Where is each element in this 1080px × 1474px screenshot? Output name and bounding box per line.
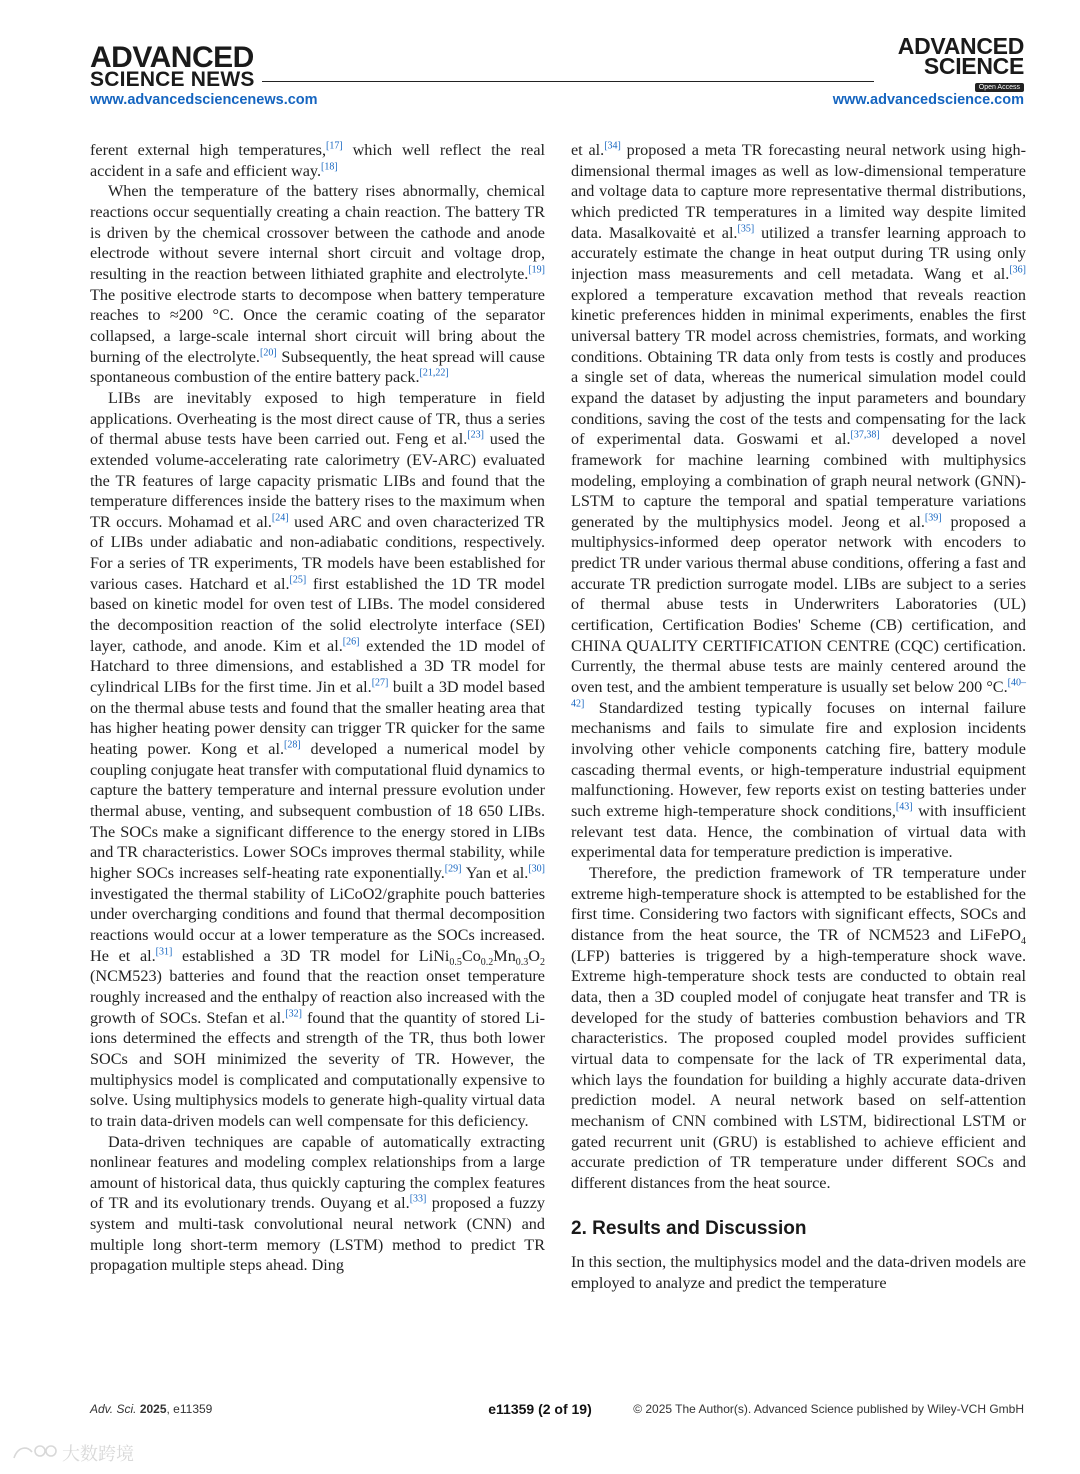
page-number: e11359 (2 of 19): [488, 1401, 592, 1417]
watermark-logo-icon: [14, 1446, 56, 1458]
footer-year: 2025: [139, 1402, 167, 1416]
logo-left-line2: SCIENCE NEWS: [90, 68, 255, 91]
right-column: [571, 140, 1026, 1294]
logo-left-line1: ADVANCED: [90, 41, 254, 74]
right-paragraph: Therefore, the prediction framework of TR temperature under extreme high-temperature shock is attempted to be established for the first time. Considering two factors with significant effects, SOCs and distance from the heat source, the TR of NCM523 and LiFePO$_4$ (LFP) batteries is triggered by a high-temperature shock wave. Extreme high-temperature shock tests are conducted to obtain real data, then a 3D coupled model of conjugate heat transfer and TR is developed for the study of batteries combustion behaviors and TR characteristics. The proposed coupled model provides sufficient virtual data to compensate for the lack of TR experimental data, which lays the foundation for building a highly accurate data-driven prediction model. A neural network based on self-attention mechanism of CNN combined with LSTM, bidirectional LSTM or gated recurrent unit (GRU) is established to achieve efficient and accurate prediction of TR temperature under different SOCs and different distances from the heat source.: [571, 863, 1026, 1192]
left-paragraph: LIBs are inevitably exposed to high temperature in field applications. Overheating is the most direct cause of TR, thus a series of thermal abuse tests have been carried out. Feng et al.[23] used the extended volume-accelerating rate calorimetry (EV-ARC) evaluated the TR features of large capacity prismatic LIBs and found that the temperature differences inside the battery rises to the maximum when TR occurs. Mohamad et al.[24] used ARC and oven characterized TR of LIBs under adiabatic and non-adiabatic conditions, respectively. For a series of TR experiments, TR models have been established for various cases. Hatchard et al.[25] first established the 1D TR model based on kinetic model for oven test of LIBs. The model considered the decomposition reaction of the solid electrolyte interface (SEI) layer, cathode, and anode. Kim et al.[26] extended the 1D model of Hatchard to three dimensions, and established a 3D TR model for cylindrical LIBs for the first time. Jin et al.[27] built a 3D model based on the thermal abuse tests and found that the smaller heating area that has higher heating power density can trigger TR quicker for the same heating power. Kong et al.[28] developed a numerical model by coupling conjugate heat transfer with computational fluid dynamics to capture the battery temperature and internal pressure evolution under thermal abuse, venting, and subsequent combustion of 18 650 LIBs. The SOCs make a significant difference to the energy stored in LIBs and TR characteristics. Lower SOCs improves thermal stability, while higher SOCs increases self-heating rate exponentially.[29] Yan et al.[30] investigated the thermal stability of LiCoO2/graphite pouch batteries under overcharging conditions and found that thermal decomposition reactions would occur at a lower temperature as the SOCs increased. He et al.[31] established a 3D TR model for $LiNi_{0.5}Co_{0.2}Mn_{0.3}O_2$ (NCM523) batteries and found that the reaction onset temperature roughly increased and the enthalpy of reaction also increased with the growth of SOCs. Stefan et al.[32] found that the quantity of stored Li-ions determined the effects and strength of the TR, thus both lower SOCs and SOH minimized the severity of TR. However, the multiphysics model is complicated and computationally expensive to solve. Using multiphysics models to generate high-quality virtual data to train data-driven models can well compensate for this deficiency.: [90, 388, 546, 1130]
left-paragraph: ferent external high temperatures,[17] which well reflect the real accident in a safe and efficient way.[18]: [90, 140, 546, 180]
left-column: [90, 140, 545, 1276]
copyright-notice: © 2025 The Author(s). Advanced Science published by Wiley-VCH GmbH: [633, 1402, 1024, 1416]
watermark: [10, 1440, 150, 1466]
journal-abbrev: Adv. Sci.: [90, 1402, 137, 1416]
journal-url-link[interactable]: www.advancedscience.com: [832, 92, 1024, 108]
right-paragraph: et al.[34] proposed a meta TR forecasting neural network using high-dimensional thermal images as well as low-dimensional temperature and voltage data to capture more representative thermal distributions, which predicted TR temperatures in a limited way despite limited data. Masalkovaitė et al.[35] utilized a transfer learning approach to accurately estimate the change in heat output during TR using only injection mass measurements and cell metadata. Wang et al.[36] explored a temperature excavation method that reveals reaction kinetic preferences hidden in minimal experiments, enables the first universal battery TR model across chemistries, formats, and working conditions. Obtaining TR data only from tests is costly and produces a single set of data, whereas the numerical simulation model could expand the dataset by adjusting the input parameters and boundary conditions, saving the cost of the tests and compensating for the lack of experimental data. Goswami et al.[37,38] developed a novel framework for machine learning combined with multiphysics modeling, employing a combination of graph neural network (GNN)-LSTM to capture the temporal and spatial temperature variations generated by the multiphysics model. Jeong et al.[39] proposed a multiphysics-informed deep operator network with encoders to predict TR under various thermal abuse conditions, offering a fast and accurate TR prediction surrogate model. LIBs are subject to a series of thermal abuse tests in Underwriters Laboratories (UL) certification, Certification Bodies' Scheme (CB) certification, and CHINA QUALITY CERTIFICATION CENTRE (CQC) certification. Currently, the thermal abuse tests are mainly centered around the oven test, and the ambient temperature is usually set below 200 °C.[40–42] Standardized testing typically focuses on internal failure mechanisms and fails to simulate fire and explosion incidents involving other vehicle components catching fire, battery module cascading thermal events, or high-temperature industrial equipment malfunctioning. However, few reports exist on testing batteries under such extreme high-temperature shock conditions,[43] with insufficient relevant test data. Hence, the combination of virtual data with experimental data for temperature prediction is imperative.: [571, 140, 1027, 862]
section-paragraph: In this section, the multiphysics model and the data-driven models are employed to analyze and predict the temperature: [571, 1253, 1026, 1293]
article-id: , e11359: [166, 1402, 213, 1416]
journal-logo-left: [90, 41, 255, 91]
left-paragraph: When the temperature of the battery rises abnormally, chemical reactions occur sequentially creating a chain reaction. The battery TR is driven by the chemical crossover between the cathode and anode electrode without severe internal short circuit and voltage drop, resulting in the reaction between lithiated graphite and electrolyte.[19] The positive electrode starts to decompose when battery temperature reaches to ≈200 °C. Once the ceramic coating of the separator collapsed, a large-scale internal short circuit will bring about the burning of the electrolyte.[20] Subsequently, the heat spread will cause spontaneous combustion of the entire battery pack.[21,22]: [90, 182, 545, 387]
watermark-text: 大数跨境: [62, 1444, 134, 1465]
journal-logo-right: [897, 33, 1024, 94]
logo-right-line1: ADVANCED: [897, 33, 1024, 59]
open-access-badge: Open Access: [975, 83, 1024, 92]
logo-right-line2: SCIENCE: [923, 53, 1024, 80]
left-paragraph: Data-driven techniques are capable of automatically extracting nonlinear features and modeling complex relationships from a large amount of historical data, thus quickly capturing the complex features of TR and its evolutionary trends. Ouyang et al.[33] proposed a fuzzy system and multi-task convolutional neural network (CNN) and multiple long short-term memory (LSTM) method to predict TR propagation multiple steps ahead. Ding: [90, 1132, 545, 1275]
publisher-url-link[interactable]: www.advancedsciencenews.com: [90, 92, 318, 108]
section-heading: 2. Results and Discussion: [571, 1218, 807, 1240]
header-rule: [262, 81, 874, 82]
